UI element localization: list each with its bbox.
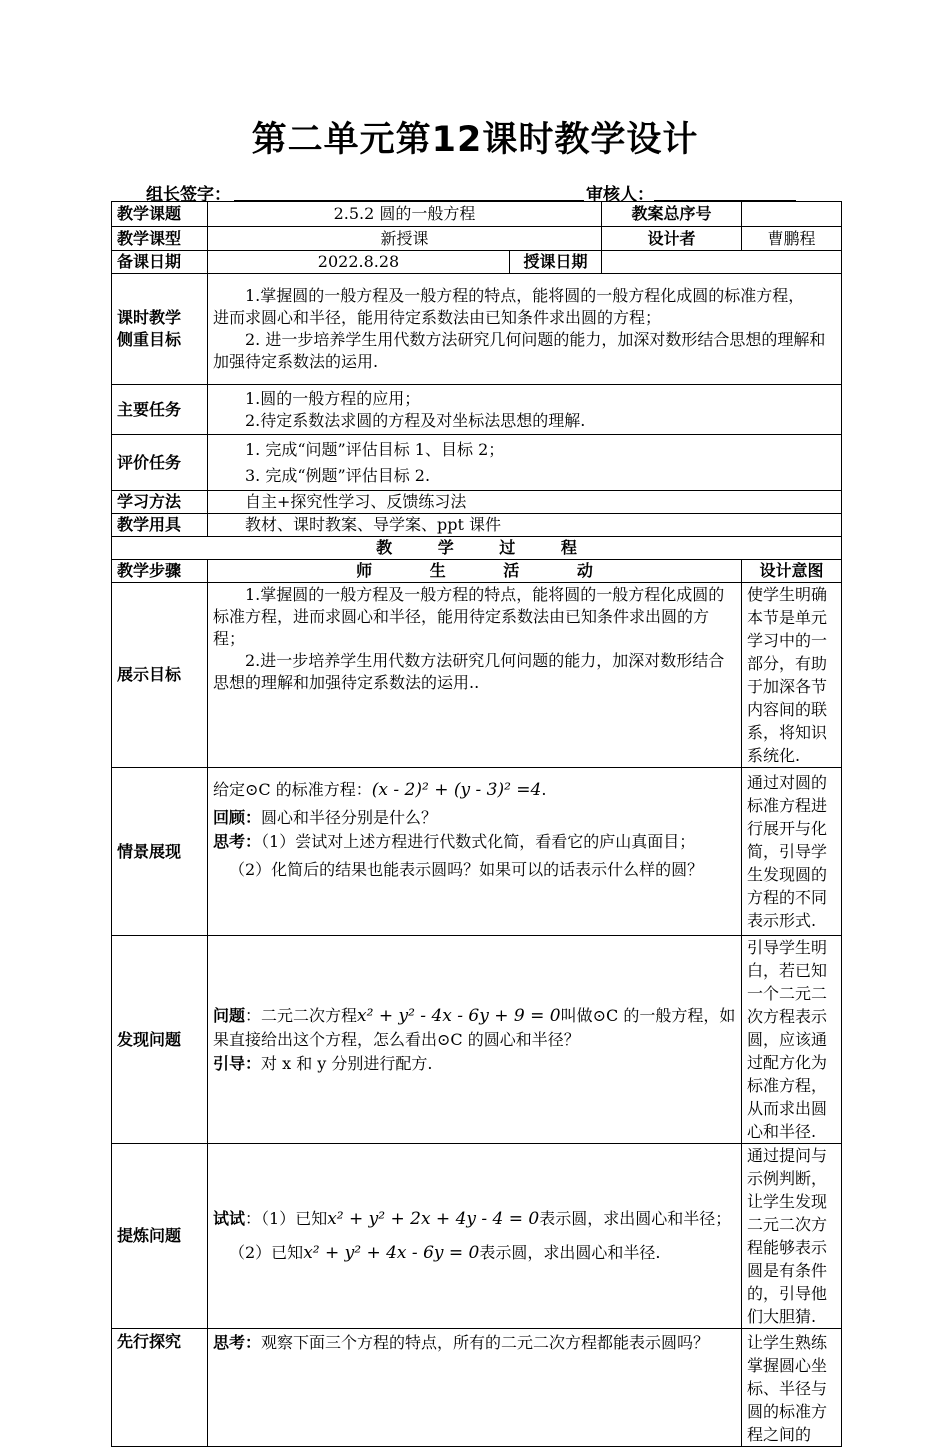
eval-text-1: 1. 完成“问题”评估目标 1、目标 2； — [245, 439, 505, 459]
step-activity — [208, 583, 742, 768]
tasks-content — [208, 385, 842, 435]
type-value: 新授课 — [208, 227, 602, 251]
process-header: 教 学 过 程 — [112, 537, 842, 560]
row-topic — [112, 202, 842, 227]
think-label: 思考： — [213, 832, 262, 851]
row-tools — [112, 514, 842, 537]
try-post-1: 表示圆，求出圆心和半径； — [539, 1209, 732, 1228]
tools-value: 教材、课时教案、导学案、ppt 课件 — [208, 514, 842, 537]
step-intent: 引导学生明白，若已知一个二元二次方程表示圆，应该通过配方化为标准方程，从而求出圆心和半径. — [742, 936, 842, 1144]
guide-text: 对 x 和 y 分别进行配方. — [261, 1053, 433, 1073]
eval-label: 评价任务 — [112, 435, 208, 491]
leader-sign-label: 组长签字： — [146, 185, 231, 205]
tasks-text-1: 1.圆的一般方程的应用； — [245, 388, 421, 408]
try-post-2: 表示圆，求出圆心和半径. — [479, 1243, 661, 1262]
step-intent: 使学生明确本节是单元学习中的一部分，有助于加深各节内容间的联系，将知识系统化. — [742, 583, 842, 768]
guide-label: 引导： — [213, 1053, 262, 1073]
try-equation-2: x² + y² + 4x - 6y = 0 — [303, 1243, 480, 1263]
activity-text — [213, 1052, 736, 1076]
activity-text — [213, 1331, 736, 1355]
topic-value: 2.5.2 圆的一般方程 — [208, 202, 602, 227]
designer-value: 曹鹏程 — [742, 227, 842, 251]
think-text: （1）尝试对上述方程进行代数式化简，看看它的庐山真面目； — [261, 832, 696, 851]
think-text: 观察下面三个方程的特点，所有的二元二次方程都能表示圆吗？ — [261, 1333, 710, 1352]
lesson-plan-table — [111, 201, 842, 1447]
think-label: 思考： — [213, 1333, 262, 1352]
question-label: 问题 — [213, 1005, 246, 1025]
row-dates — [112, 251, 842, 274]
goals-content — [208, 274, 842, 385]
serial-label: 教案总序号 — [602, 202, 742, 227]
goals-text-1: 1.掌握圆的一般方程及一般方程的特点，能将圆的一般方程化成圆的标准方程， — [245, 286, 805, 305]
teach-date-label: 授课日期 — [510, 251, 602, 274]
activity-text — [213, 1207, 736, 1231]
step-row — [112, 1144, 842, 1329]
general-equation: x² + y² - 4x - 6y + 9 = 0 — [357, 1005, 561, 1026]
topic-label: 教学课题 — [112, 202, 208, 227]
goals-text-3: 2. 进一步培养学生用代数方法研究几何问题的能力，加深对数形结合思想的理解和加强待定系数法的运用. — [213, 330, 826, 371]
row-columns-header — [112, 560, 842, 583]
reviewer-label: 审核人： — [586, 185, 654, 205]
type-label: 教学课型 — [112, 227, 208, 251]
review-label: 回顾： — [213, 808, 262, 827]
row-goals — [112, 274, 842, 385]
activity-text — [213, 1004, 736, 1052]
method-label: 学习方法 — [112, 491, 208, 514]
activity-text — [213, 774, 736, 806]
step-intent: 通过对圆的标准方程进行展开与化简，引导学生发现圆的方程的不同表示形式. — [742, 768, 842, 936]
step-intent: 通过提问与示例判断，让学生发现二元二次方程能够表示圆是有条件的，引导他们大胆猜. — [742, 1144, 842, 1329]
step-row — [112, 583, 842, 768]
activity-text: （2）化简后的结果也能表示圆吗？如果可以的话表示什么样的圆？ — [229, 860, 704, 879]
tasks-label: 主要任务 — [112, 385, 208, 435]
teach-date-value[interactable] — [602, 251, 842, 274]
eval-content — [208, 435, 842, 491]
try-equation-1: x² + y² + 2x + 4y - 4 = 0 — [327, 1209, 540, 1229]
step-row — [112, 1329, 842, 1447]
page-title: 第二单元第12课时教学设计 — [251, 120, 699, 160]
row-process-header — [112, 537, 842, 560]
try-pre-2: （2）已知 — [229, 1243, 304, 1262]
step-activity — [208, 1329, 742, 1447]
activity-col-header: 师 生 活 动 — [208, 560, 742, 583]
goals-text-2: 进而求圆心和半径，能用待定系数法由已知条件求出圆的方程； — [213, 308, 662, 327]
serial-value[interactable] — [742, 202, 842, 227]
row-type — [112, 227, 842, 251]
activity-text: 2.进一步培养学生用代数方法研究几何问题的能力，加深对数形结合思想的理解和加强待定系数法的运用.. — [213, 651, 725, 692]
standard-equation: (x - 2)² + (y - 3)² =4 — [371, 780, 542, 800]
step-intent: 让学生熟练掌握圆心坐标、半径与圆的标准方程之间的 — [742, 1329, 842, 1447]
goals-label — [112, 274, 208, 385]
designer-label: 设计者 — [602, 227, 742, 251]
prep-date-value: 2022.8.28 — [208, 251, 510, 274]
given-end: . — [541, 780, 547, 799]
activity-text — [213, 806, 736, 830]
tools-label: 教学用具 — [112, 514, 208, 537]
steps-col-header: 教学步骤 — [112, 560, 208, 583]
intent-col-header: 设计意图 — [742, 560, 842, 583]
goals-label-line2: 侧重目标 — [117, 330, 182, 349]
activity-text: 1.掌握圆的一般方程及一般方程的特点，能将圆的一般方程化成圆的标准方程，进而求圆心和半径，能用待定系数法由已知条件求出圆的方程； — [213, 585, 725, 648]
given-label: 给定⊙C 的标准方程： — [213, 780, 372, 799]
row-tasks — [112, 385, 842, 435]
step-name: 发现问题 — [112, 936, 208, 1144]
step-name: 先行探究 — [112, 1329, 208, 1447]
row-eval — [112, 435, 842, 491]
question-pre: ：二元二次方程 — [245, 1005, 358, 1025]
review-text: 圆心和半径分别是什么？ — [261, 808, 438, 827]
method-value: 自主+探究性学习、反馈练习法 — [208, 491, 842, 514]
tasks-text-2: 2.待定系数法求圆的方程及对坐标法思想的理解. — [245, 410, 586, 430]
step-activity — [208, 1144, 742, 1329]
try-label: 试试 — [213, 1209, 246, 1228]
prep-date-label: 备课日期 — [112, 251, 208, 274]
step-row — [112, 936, 842, 1144]
step-name: 情景展现 — [112, 768, 208, 936]
eval-text-2: 3. 完成“例题”评估目标 2. — [245, 465, 431, 485]
step-name: 提炼问题 — [112, 1144, 208, 1329]
step-activity — [208, 768, 742, 936]
activity-text — [213, 1241, 736, 1265]
step-name: 展示目标 — [112, 583, 208, 768]
step-row — [112, 768, 842, 936]
row-method — [112, 491, 842, 514]
step-activity — [208, 936, 742, 1144]
goals-label-line1: 课时教学 — [117, 308, 182, 327]
question-post: 叫做⊙C 的一般方程，如果直接给出这个方程，怎么看出⊙C 的圆心和半径？ — [213, 1005, 736, 1049]
activity-text — [213, 830, 736, 854]
try-pre: ：（1）已知 — [245, 1209, 328, 1228]
